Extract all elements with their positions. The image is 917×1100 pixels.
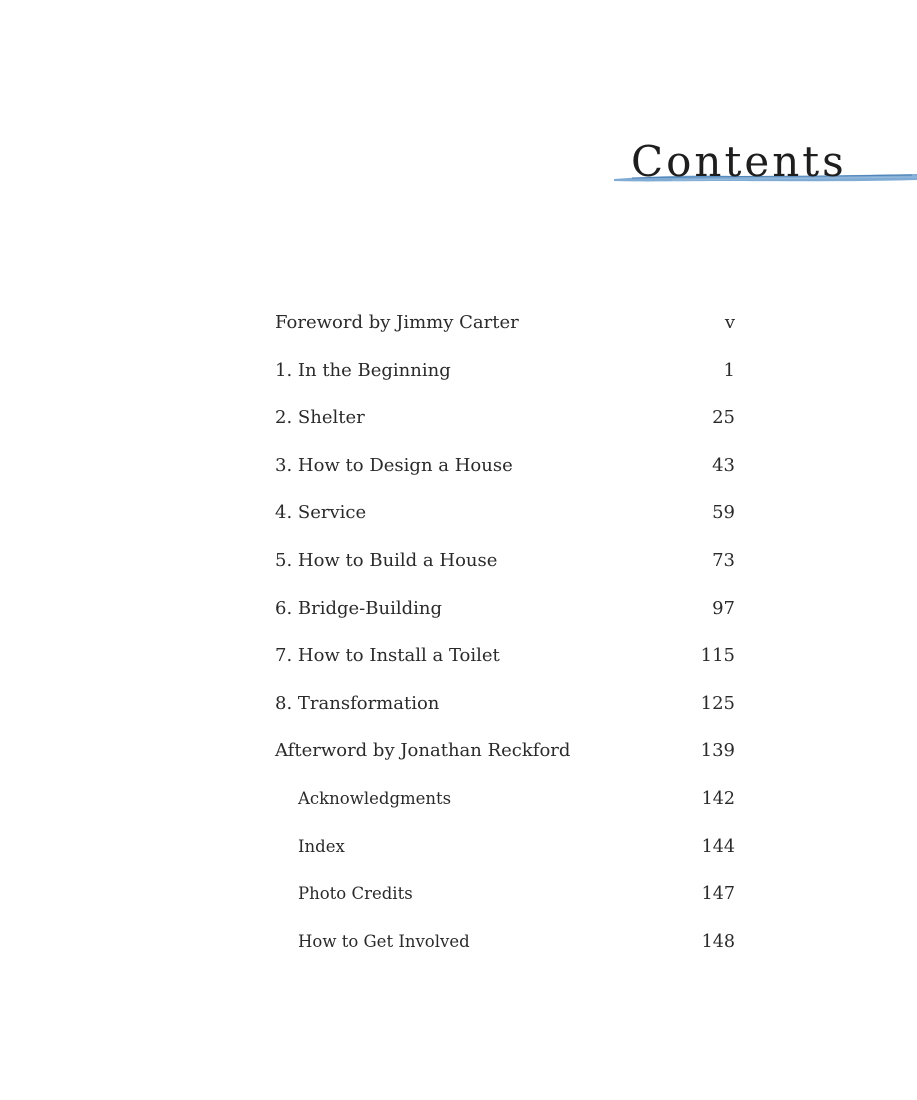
toc-entry-chapter-5[interactable]	[275, 537, 735, 585]
toc-entry-chapter-8[interactable]	[275, 680, 735, 728]
toc-entry-page: 59	[712, 502, 735, 524]
toc-entry-label: Foreword by Jimmy Carter	[275, 312, 519, 333]
toc-entry-label: 8. Transformation	[275, 692, 440, 714]
toc-entry-how-to-get-involved[interactable]	[275, 918, 735, 966]
toc-entry-label: How to Get Involved	[298, 931, 470, 951]
toc-entry-label: 2. Shelter	[275, 407, 365, 429]
toc-entry-photo-credits[interactable]	[275, 870, 735, 918]
toc-entry-label: 5. How to Build a House	[275, 549, 498, 571]
toc-entry-page: 25	[712, 407, 735, 429]
toc-entry-label: Photo Credits	[298, 884, 413, 904]
toc-entry-label: Index	[298, 836, 345, 856]
toc-entry-label: 6. Bridge-Building	[275, 597, 442, 619]
toc-entry-page: 147	[701, 884, 735, 905]
toc-entry-chapter-6[interactable]	[275, 585, 735, 633]
table-of-contents	[275, 299, 735, 965]
toc-entry-page: 142	[701, 788, 735, 809]
toc-entry-label: 3. How to Design a House	[275, 454, 513, 476]
toc-entry-page: 1	[723, 359, 735, 381]
toc-entry-page: 97	[712, 597, 735, 619]
toc-entry-label: Afterword by Jonathan Reckford	[275, 740, 571, 762]
toc-entry-chapter-1[interactable]	[275, 347, 735, 395]
toc-entry-page: 43	[712, 454, 735, 476]
toc-entry-index[interactable]	[275, 823, 735, 871]
toc-entry-chapter-3[interactable]	[275, 442, 735, 490]
toc-entry-label: 4. Service	[275, 502, 367, 524]
page-title: Contents	[631, 137, 847, 186]
toc-entry-chapter-4[interactable]	[275, 489, 735, 537]
toc-entry-page: 148	[701, 931, 735, 952]
toc-entry-page: 139	[700, 740, 735, 762]
toc-entry-page: 73	[712, 549, 735, 571]
toc-entry-chapter-7[interactable]	[275, 632, 735, 680]
toc-entry-afterword[interactable]	[275, 727, 735, 775]
toc-entry-label: 1. In the Beginning	[275, 359, 451, 381]
toc-entry-page: 125	[700, 692, 735, 714]
toc-entry-page: 115	[700, 645, 735, 667]
toc-entry-acknowledgments[interactable]	[275, 775, 735, 823]
toc-entry-page: 144	[701, 836, 735, 857]
toc-entry-label: 7. How to Install a Toilet	[275, 645, 500, 667]
toc-entry-page: v	[724, 312, 735, 333]
toc-entry-chapter-2[interactable]	[275, 394, 735, 442]
toc-entry-foreword[interactable]	[275, 299, 735, 347]
contents-heading-block	[612, 132, 917, 192]
toc-entry-label: Acknowledgments	[298, 788, 452, 808]
